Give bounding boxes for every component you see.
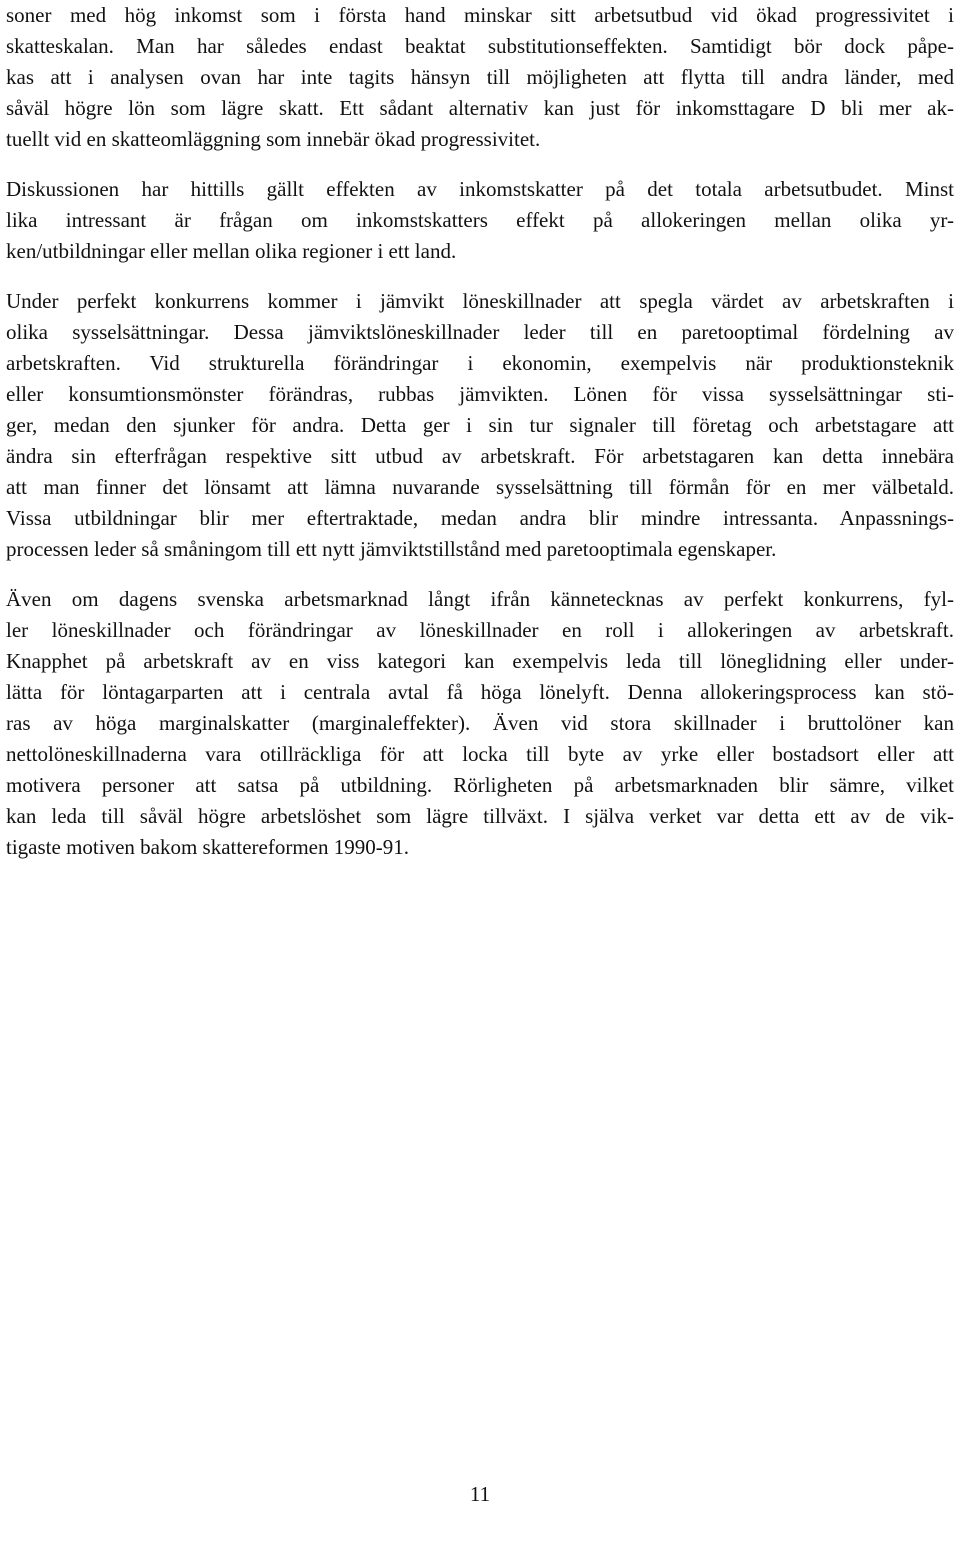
text-line: nettolöneskillnaderna vara otillräckliga för att locka till byte av yrke eller bostadsort eller att bbox=[6, 742, 954, 766]
paragraph-3 bbox=[6, 286, 954, 565]
paragraph-2 bbox=[6, 174, 954, 267]
body-text bbox=[6, 0, 954, 882]
text-line: ändra sin efterfrågan respektive sitt utbud av arbetskraft. För arbetstagaren kan detta innebära bbox=[6, 444, 954, 468]
text-line: olika sysselsättningar. Dessa jämviktslöneskillnader leder till en paretooptimal fördelning av bbox=[6, 320, 954, 344]
text-line: ler löneskillnader och förändringar av löneskillnader en roll i allokeringen av arbetskraft. bbox=[6, 618, 954, 642]
text-line: såväl högre lön som lägre skatt. Ett sådant alternativ kan just för inkomsttagare D bli mer ak- bbox=[6, 96, 954, 120]
text-line: tuellt vid en skatteomläggning som innebär ökad progressivitet. bbox=[6, 127, 541, 151]
text-line: Vissa utbildningar blir mer eftertraktade, medan andra blir mindre intressanta. Anpassnings- bbox=[6, 506, 954, 530]
text-line: tigaste motiven bakom skattereformen 1990-91. bbox=[6, 835, 409, 859]
text-line: att man finner det lönsamt att lämna nuvarande sysselsättning till förmån för en mer välbetald. bbox=[6, 475, 954, 499]
text-line: lätta för löntagarparten att i centrala avtal få höga lönelyft. Denna allokeringsprocess kan stö- bbox=[6, 680, 954, 704]
page-number: 11 bbox=[469, 1482, 491, 1506]
text-line: kan leda till såväl högre arbetslöshet som lägre tillväxt. I själva verket var detta ett av de vik- bbox=[6, 804, 954, 828]
text-line: kas att i analysen ovan har inte tagits hänsyn till möjligheten att flytta till andra länder, med bbox=[6, 65, 954, 89]
paragraph-1 bbox=[6, 0, 954, 155]
paragraph-4 bbox=[6, 584, 954, 863]
text-line: Även om dagens svenska arbetsmarknad långt ifrån kännetecknas av perfekt konkurrens, fyl- bbox=[6, 587, 954, 611]
text-line: arbetskraften. Vid strukturella förändringar i ekonomin, exempelvis när produktionsteknik bbox=[6, 351, 954, 375]
text-line: processen leder så småningom till ett nytt jämviktstillstånd med paretooptimala egenskaper. bbox=[6, 537, 777, 561]
text-line: skatteskalan. Man har således endast beaktat substitutionseffekten. Samtidigt bör dock påpe- bbox=[6, 34, 954, 58]
text-line: Knapphet på arbetskraft av en viss kategori kan exempelvis leda till löneglidning eller under- bbox=[6, 649, 954, 673]
text-line: Under perfekt konkurrens kommer i jämvikt löneskillnader att spegla värdet av arbetskraften i bbox=[6, 289, 954, 313]
text-line: Diskussionen har hittills gällt effekten av inkomstskatter på det totala arbetsutbudet. Minst bbox=[6, 177, 954, 201]
text-line: lika intressant är frågan om inkomstskatters effekt på allokeringen mellan olika yr- bbox=[6, 208, 954, 232]
text-line: ken/utbildningar eller mellan olika regioner i ett land. bbox=[6, 239, 457, 263]
text-line: ras av höga marginalskatter (marginaleffekter). Även vid stora skillnader i bruttolöner kan bbox=[6, 711, 954, 735]
text-line: eller konsumtionsmönster förändras, rubbas jämvikten. Lönen för vissa sysselsättningar sti- bbox=[6, 382, 954, 406]
text-line: motivera personer att satsa på utbildning. Rörligheten på arbetsmarknaden blir sämre, vilket bbox=[6, 773, 954, 797]
text-line: ger, medan den sjunker för andra. Detta ger i sin tur signaler till företag och arbetstagare att bbox=[6, 413, 954, 437]
text-line: soner med hög inkomst som i första hand minskar sitt arbetsutbud vid ökad progressivitet i bbox=[6, 3, 954, 27]
